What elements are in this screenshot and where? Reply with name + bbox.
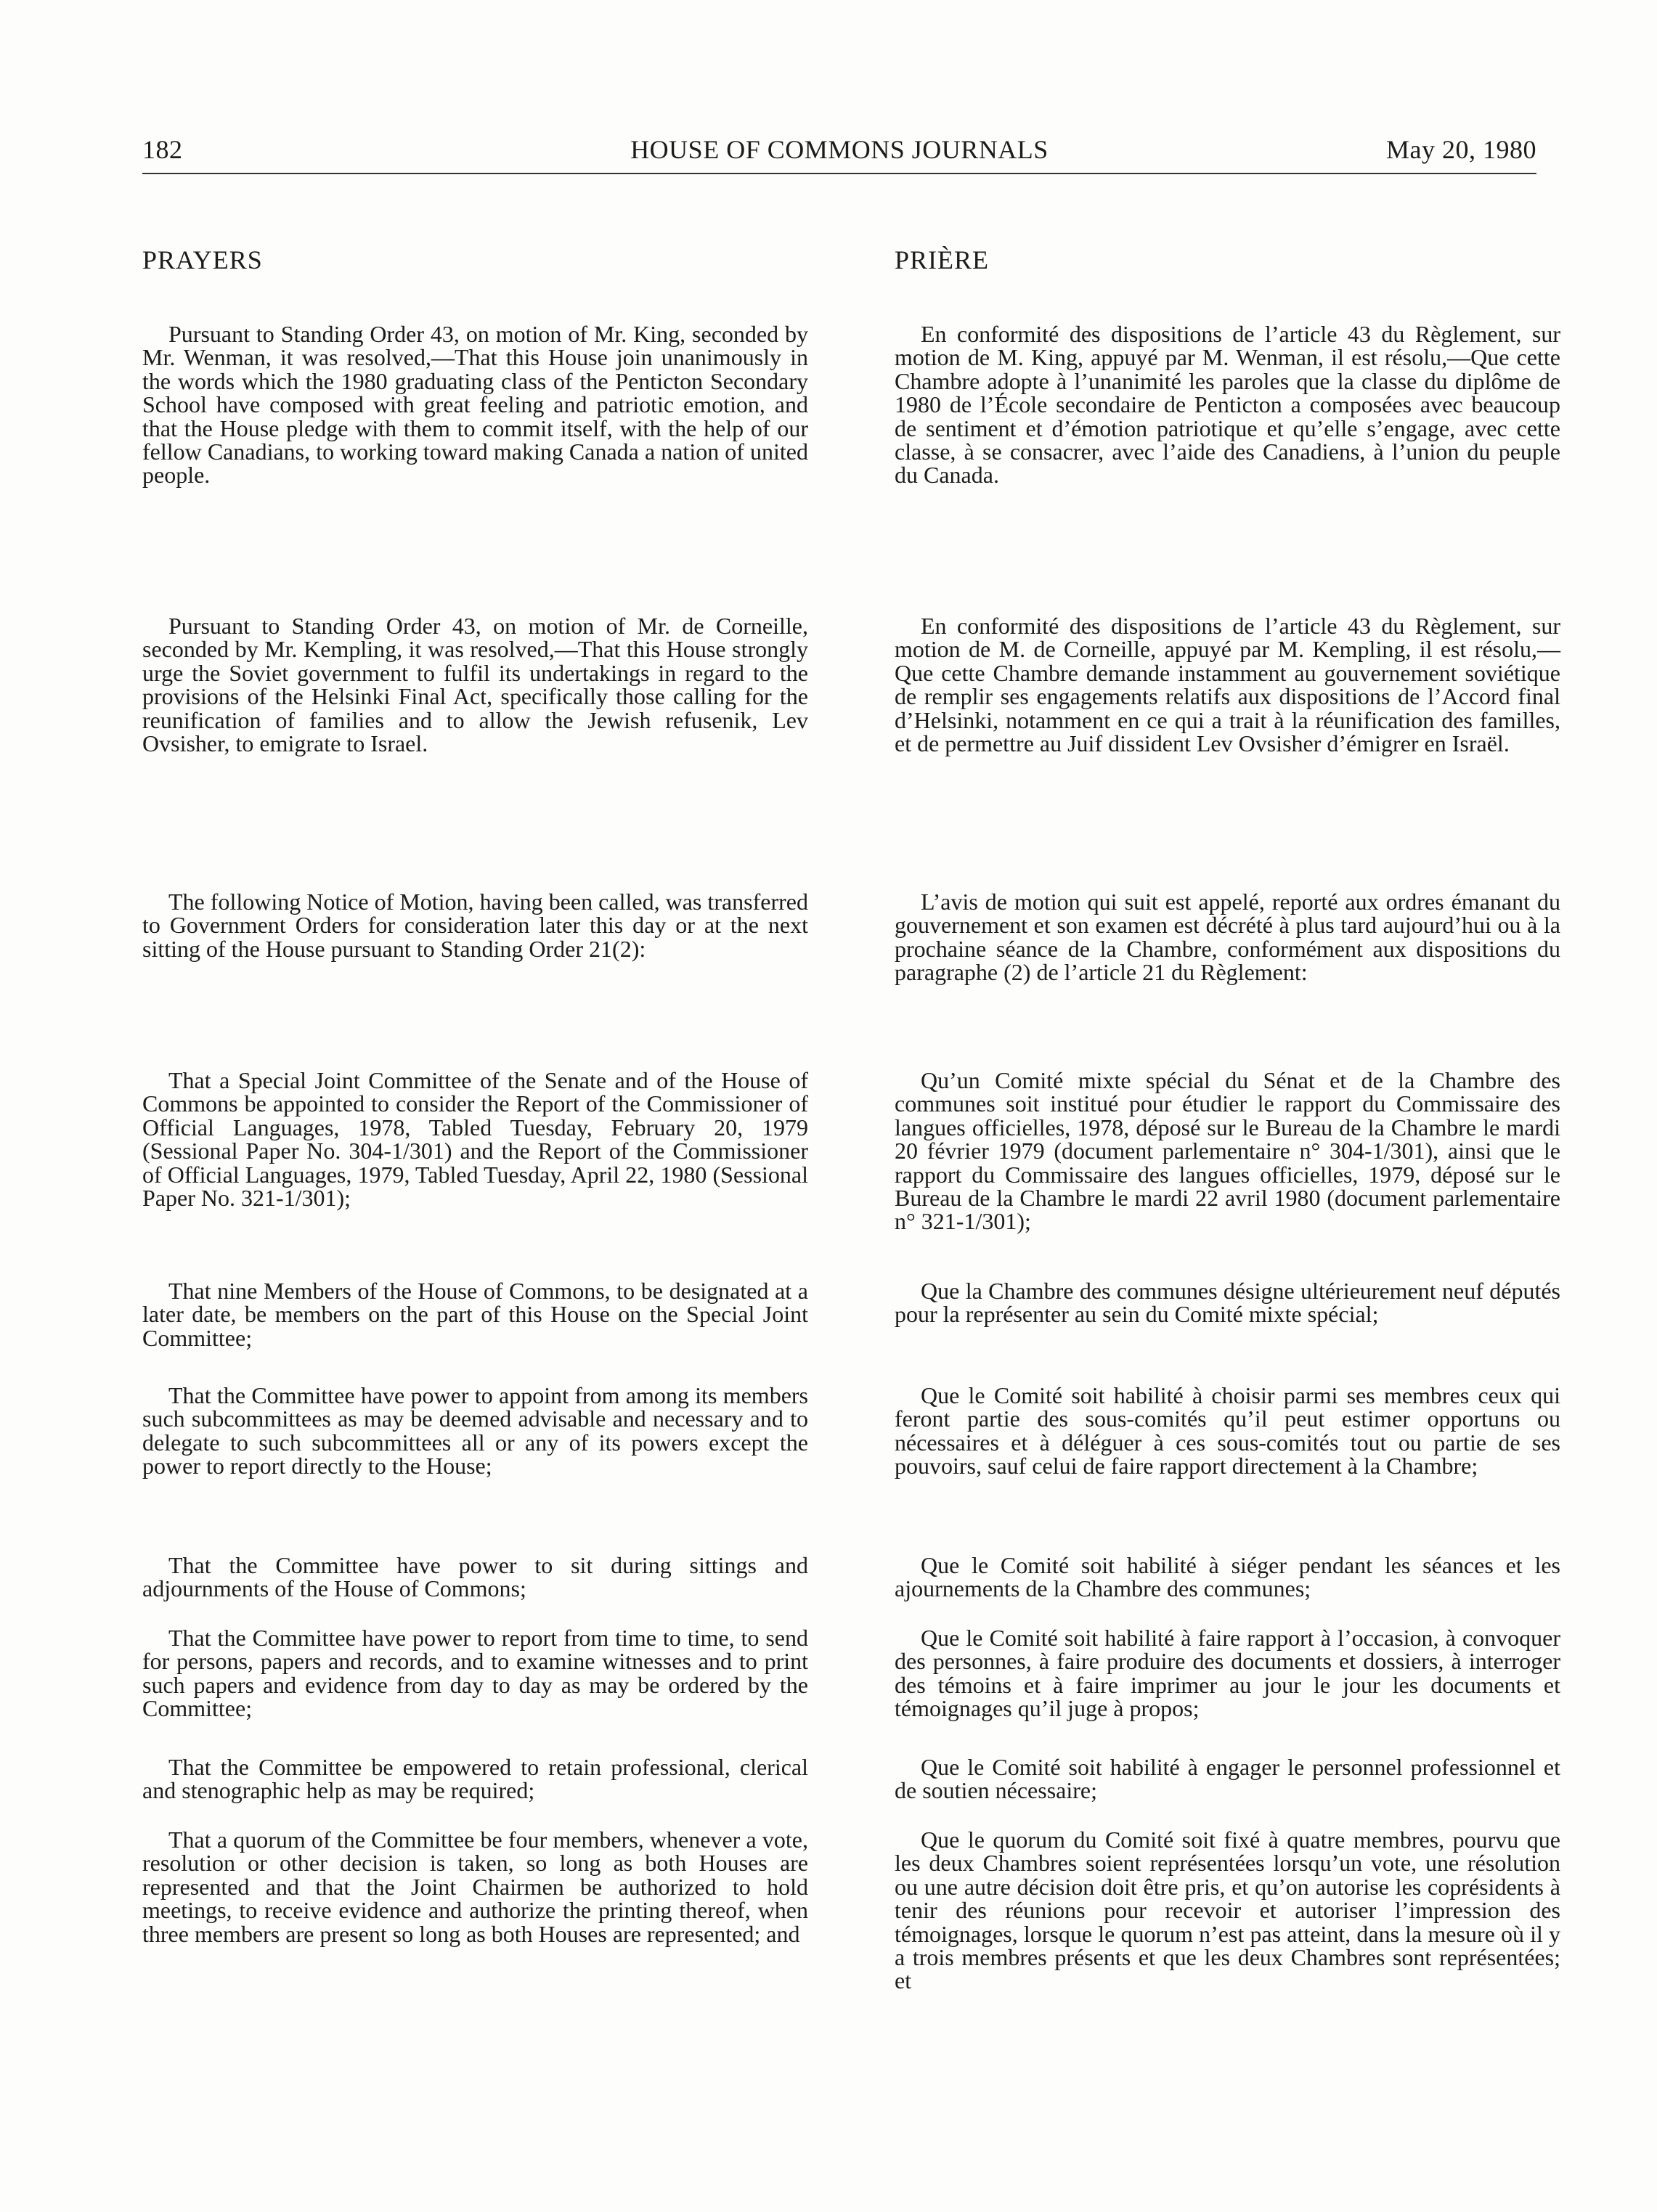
paragraph: Que le Comité soit habilité à siéger pendant les séances et les ajournements de la Chambre des communes;	[895, 1552, 1560, 1602]
paragraph: That a Special Joint Committee of the Senate and of the House of Commons be appointed to consider the Report of the Commissioner of Official Languages, 1978, Tabled Tuesday, February 20, 1979 (Sessional Paper No. 304-1/301) and the Report of the Commissioner of Official Languages, 1979, Tabled Tuesday, April 22, 1980 (Sessional Paper No. 321-1/301);	[142, 1067, 808, 1212]
paragraph: Que le Comité soit habilité à choisir parmi ses membres ceux qui feront partie des sous-comités qu’il peut estimer opportuns ou nécessaires et à déléguer à ces sous-comités tout ou partie de ses pouvoirs, sauf celui de faire rapport directement à la Chambre;	[895, 1382, 1560, 1480]
paragraph: En conformité des dispositions de l’article 43 du Règlement, sur motion de M. de Corneille, appuyé par M. Kempling, il est résolu,—Que cette Chambre demande instamment au gouvernement soviétique de remplir ses engagements relatifs aux dispositions de l’Accord final d’Helsinki, notamment en ce qui a trait à la réunification des familles, et de permettre au Juif dissident Lev Ovsisher d’émigrer en Israël.	[895, 613, 1560, 757]
header-rule	[142, 173, 1536, 174]
paragraph: Pursuant to Standing Order 43, on motion of Mr. de Corneille, seconded by Mr. Kempling, it was resolved,—That this House strongly urge the Soviet government to fulfil its undertakings in regard to the provisions of the Helsinki Final Act, specifically those calling for the reunification of families and to allow the Jewish refusenik, Lev Ovsisher, to emigrate to Israel.	[142, 613, 808, 757]
paragraph: Que le Comité soit habilité à faire rapport à l’occasion, à convoquer des personnes, à faire produire des documents et dossiers, à interroger des témoins et à faire imprimer au jour le jour les documents et témoignages qu’il juge à propos;	[895, 1625, 1560, 1722]
paragraph: That the Committee be empowered to retain professional, clerical and stenographic help as may be required;	[142, 1754, 808, 1804]
page-header	[142, 134, 1536, 174]
page-number: 182	[142, 135, 183, 164]
journal-date: May 20, 1980	[1386, 135, 1536, 164]
paragraph: Que le quorum du Comité soit fixé à quatre membres, pourvu que les deux Chambres soient représentées lorsqu’un vote, une résolution ou une autre décision doit être pris, et qu’on autorise les coprésidents à tenir des réunions pour recevoir et autoriser l’impression des témoignages, lorsque le quorum n’est pas atteint, dans la mesure où il y a trois membres présents et que les deux Chambres sont représentées; et	[895, 1827, 1560, 1994]
paragraph: That the Committee have power to report from time to time, to send for persons, papers and records, and to examine witnesses and to print such papers and evidence from day to day as may be ordered by the Committee;	[142, 1625, 808, 1722]
paragraph: That the Committee have power to appoint from among its members such subcommittees as may be deemed advisable and necessary and to delegate to such subcommittees all or any of its powers except the power to report directly to the House;	[142, 1382, 808, 1480]
paragraph: The following Notice of Motion, having been called, was transferred to Government Orders for consideration later this day or at the next sitting of the House pursuant to Standing Order 21(2):	[142, 889, 808, 962]
paragraph: L’avis de motion qui suit est appelé, reporté aux ordres émanant du gouvernement et son examen est décrété à plus tard aujourd’hui ou à la prochaine séance de la Chambre, conformément aux dispositions du paragraphe (2) de l’article 21 du Règlement:	[895, 889, 1560, 986]
paragraph: Que le Comité soit habilité à engager le personnel professionnel et de soutien nécessaire;	[895, 1754, 1560, 1804]
section-heading: PRIÈRE	[895, 245, 990, 274]
paragraph: That the Committee have power to sit during sittings and adjournments of the House of Commons;	[142, 1552, 808, 1602]
paragraph: Pursuant to Standing Order 43, on motion of Mr. King, seconded by Mr. Wenman, it was resolved,—That this House join unanimously in the words which the 1980 graduating class of the Penticton Secondary School have composed with great feeling and patriotic emotion, and that the House pledge with them to commit itself, with the help of our fellow Canadians, to working toward making Canada a nation of united people.	[142, 321, 808, 489]
journal-title: HOUSE OF COMMONS JOURNALS	[630, 135, 1049, 164]
section-heading: PRAYERS	[142, 245, 263, 274]
paragraph: Qu’un Comité mixte spécial du Sénat et de la Chambre des communes soit institué pour étudier le rapport du Commissaire des langues officielles, 1978, déposé sur le Bureau de la Chambre le mardi 20 février 1979 (document parlementaire n° 304-1/301), ainsi que le rapport du Commissaire des langues officielles, 1979, déposé sur le Bureau de la Chambre le mardi 22 avril 1980 (document parlementaire n° 321-1/301);	[895, 1067, 1560, 1235]
paragraph: That nine Members of the House of Commons, to be designated at a later date, be members on the part of this House on the Special Joint Committee;	[142, 1278, 808, 1351]
paragraph: En conformité des dispositions de l’article 43 du Règlement, sur motion de M. King, appuyé par M. Wenman, il est résolu,—Que cette Chambre adopte à l’unanimité les paroles que la classe du diplôme de 1980 de l’École secondaire de Penticton a composées avec beaucoup de sentiment et d’émotion patriotique et qu’elle s’engage, avec cette classe, à se consacrer, avec l’aide des Canadiens, à l’union du peuple du Canada.	[895, 321, 1560, 489]
paragraph: That a quorum of the Committee be four members, whenever a vote, resolution or other decision is taken, so long as both Houses are represented and that the Joint Chairmen be authorized to hold meetings, to receive evidence and authorize the printing thereof, when three members are present so long as both Houses are represented; and	[142, 1827, 808, 1947]
paragraph: Que la Chambre des communes désigne ultérieurement neuf députés pour la représenter au sein du Comité mixte spécial;	[895, 1278, 1560, 1328]
